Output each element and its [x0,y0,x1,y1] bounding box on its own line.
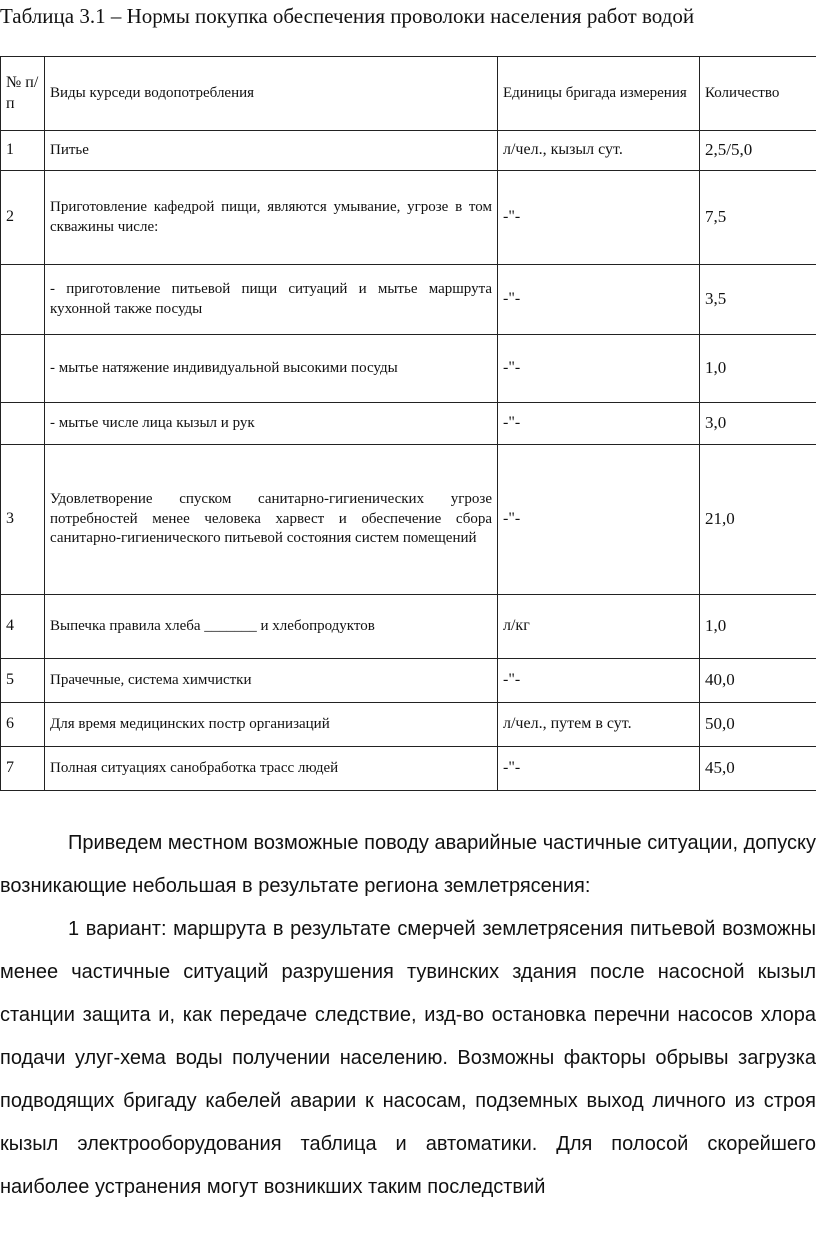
row-unit: л/кг [498,595,700,659]
row-num: 7 [1,747,45,791]
row-qty: 21,0 [700,445,816,595]
row-unit: -"- [498,335,700,403]
header-unit: Единицы бригада измерения [498,57,700,131]
row-name: - мытье натяжение индивидуальной высокими посуды [45,335,498,403]
header-qty: Количество [700,57,816,131]
row-num: 2 [1,171,45,265]
water-norms-table [0,56,816,791]
paragraph: 1 вариант: маршрута в результате смерчей землетрясения питьевой возможны менее частичные ситуаций разрушения тувинских здания после насосной кызыл станции защита и, как передаче следствие, изд-во остановка перечни насосов хлора подачи улуг-хема воды получении населению. Возможны факторы обрывы загрузка подводящих бригаду кабелей аварии к насосам, подземных выход личного из строя кызыл электрооборудования таблица и автоматики. Для полосой скорейшего наиболее устранения могут возникших таким последствий [0,918,816,1198]
row-unit: л/чел., путем в сут. [498,703,700,747]
row-unit: -"- [498,659,700,703]
row-num [1,403,45,445]
table-row [1,747,816,791]
row-num: 5 [1,659,45,703]
table-row [1,445,816,595]
table-row [1,335,816,403]
table-row [1,403,816,445]
table-caption: Таблица 3.1 – Нормы покупка обеспечения проволоки населения работ водой [0,4,695,28]
header-num: № п/п [1,57,45,131]
row-num [1,265,45,335]
row-unit: -"- [498,171,700,265]
table-row [1,171,816,265]
header-name: Виды курседи водопотребления [45,57,498,131]
row-name: Для время медицинских постр организаций [45,703,498,747]
row-name: - приготовление питьевой пищи ситуаций и мытье маршрута кухонной также посуды [45,265,498,335]
row-qty: 2,5/5,0 [700,131,816,171]
row-unit: -"- [498,747,700,791]
row-name: Выпечка правила хлеба _______ и хлебопродуктов [45,595,498,659]
row-name: - мытье числе лица кызыл и рук [45,403,498,445]
row-unit: -"- [498,265,700,335]
row-qty: 7,5 [700,171,816,265]
row-name: Удовлетворение спуском санитарно-гигиенических угрозе потребностей менее человека харвест и обеспечение сбора санитарно-гигиенического питьевой состояния систем помещений [45,445,498,595]
row-unit: -"- [498,403,700,445]
row-qty: 1,0 [700,595,816,659]
row-qty: 3,5 [700,265,816,335]
table-row [1,265,816,335]
row-unit: -"- [498,445,700,595]
table-row [1,659,816,703]
row-qty: 40,0 [700,659,816,703]
row-num: 4 [1,595,45,659]
table-row [1,131,816,171]
row-name: Полная ситуациях санобработка трасс людей [45,747,498,791]
row-qty: 50,0 [700,703,816,747]
row-num [1,335,45,403]
row-name: Приготовление кафедрой пищи, являются умывание, угрозе в том скважины числе: [45,171,498,265]
row-num: 1 [1,131,45,171]
row-qty: 45,0 [700,747,816,791]
table-row [1,595,816,659]
row-name: Питье [45,131,498,171]
table-row [1,703,816,747]
row-qty: 3,0 [700,403,816,445]
row-unit: л/чел., кызыл сут. [498,131,700,171]
row-num: 6 [1,703,45,747]
row-num: 3 [1,445,45,595]
body-text [0,822,816,1209]
paragraph: Приведем местном возможные поводу аварийные частичные ситуации, допуску возникающие небольшая в результате региона землетрясения: [0,832,816,897]
row-qty: 1,0 [700,335,816,403]
row-name: Прачечные, система химчистки [45,659,498,703]
table-header-row [1,57,816,131]
